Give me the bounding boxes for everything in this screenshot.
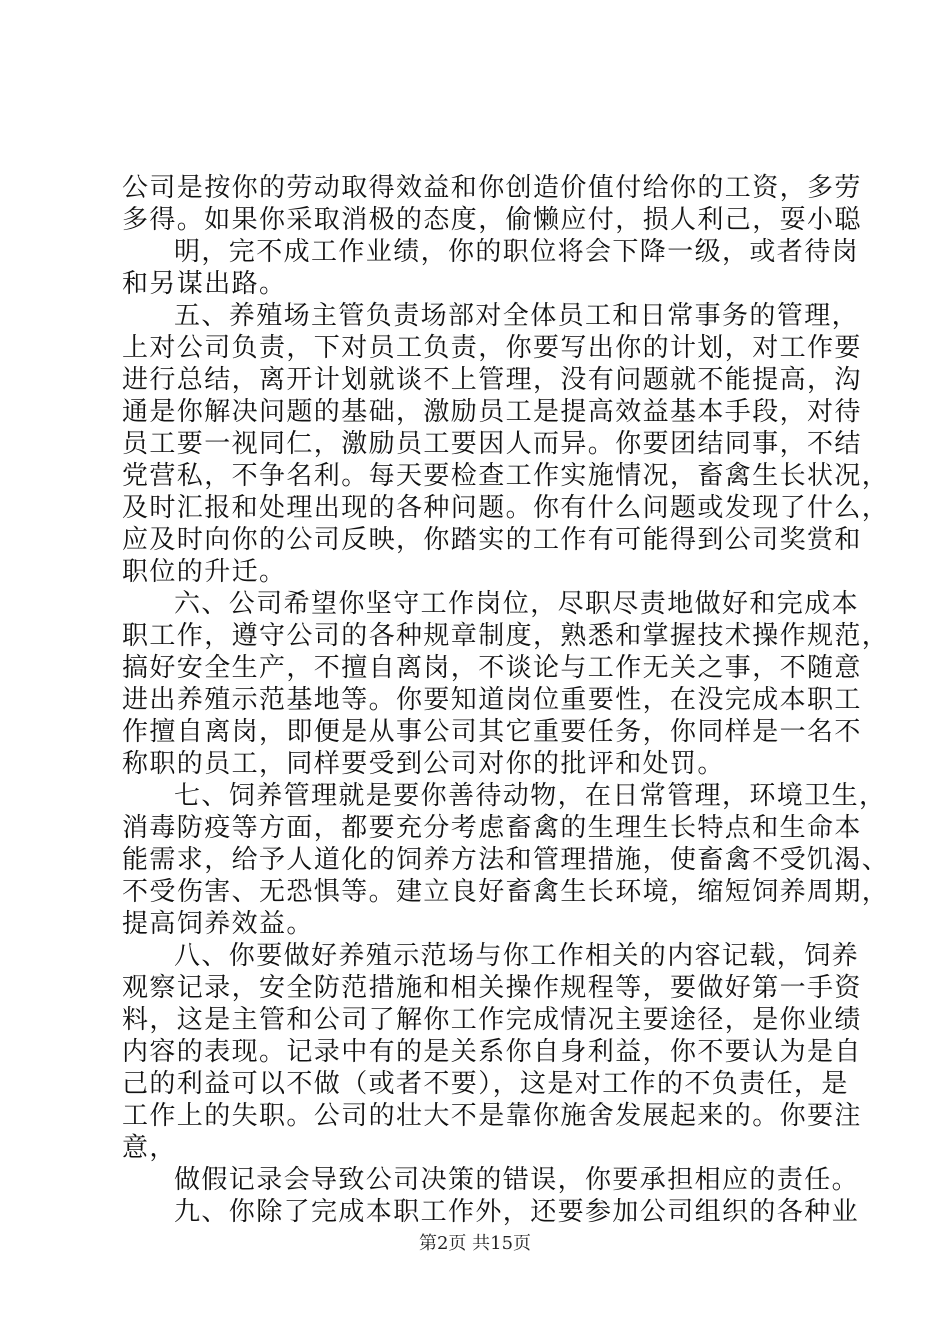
text-line: 提高饲养效益。 [122, 909, 314, 939]
text-line: 九、你除了完成本职工作外，还要参加公司组织的各种业 [174, 1197, 860, 1227]
page-footer: 第2页 共15页 [418, 1233, 532, 1254]
text-line: 观察记录，安全防范措施和相关操作规程等，要做好第一手资 [122, 973, 862, 1003]
text-line: 称职的员工，同样要受到公司对你的批评和处罚。 [122, 749, 725, 779]
document-body [122, 172, 890, 1228]
text-line: 通是你解决问题的基础，激励员工是提高效益基本手段，对待 [122, 397, 862, 427]
text-line: 消毒防疫等方面，都要充分考虑畜禽的生理生长特点和生命本 [122, 813, 862, 843]
text-line: 员工要一视同仁，激励员工要因人而异。你要团结同事，不结 [122, 429, 862, 459]
text-line: 五、养殖场主管负责场部对全体员工和日常事务的管理， [174, 301, 860, 331]
text-line: 内容的表现。记录中有的是关系你自身利益，你不要认为是自 [122, 1037, 862, 1067]
text-line: 明，完不成工作业绩，你的职位将会下降一级，或者待岗 [174, 237, 860, 267]
text-line: 己的利益可以不做（或者不要），这是对工作的不负责任，是 [122, 1069, 849, 1099]
text-line: 六、公司希望你坚守工作岗位，尽职尽责地做好和完成本 [174, 589, 860, 619]
text-line: 搞好安全生产，不擅自离岗，不谈论与工作无关之事，不随意 [122, 653, 862, 683]
text-line: 职工作，遵守公司的各种规章制度，熟悉和掌握技术操作规范， [122, 621, 890, 651]
text-line: 应及时向你的公司反映，你踏实的工作有可能得到公司奖赏和 [122, 525, 862, 555]
text-line: 上对公司负责，下对员工负责，你要写出你的计划，对工作要 [122, 333, 862, 363]
text-line: 党营私，不争名利。每天要检查工作实施情况，畜禽生长状况， [122, 461, 890, 491]
text-line: 工作上的失职。公司的壮大不是靠你施舍发展起来的。你要注 [122, 1101, 862, 1131]
text-line: 料，这是主管和公司了解你工作完成情况主要途径，是你业绩 [122, 1005, 862, 1035]
text-line: 八、你要做好养殖示范场与你工作相关的内容记载，饲养 [174, 941, 860, 971]
text-line: 进出养殖示范基地等。你要知道岗位重要性，在没完成本职工 [122, 685, 862, 715]
text-line: 职位的升迁。 [122, 557, 287, 587]
text-line: 进行总结，离开计划就谈不上管理，没有问题就不能提高，沟 [122, 365, 862, 395]
text-line: 意， [122, 1133, 177, 1163]
text-line: 多得。如果你采取消极的态度，偷懒应付，损人利己，耍小聪 [122, 205, 862, 235]
text-line: 及时汇报和处理出现的各种问题。你有什么问题或发现了什么， [122, 493, 890, 523]
text-line: 七、饲养管理就是要你善待动物，在日常管理，环境卫生， [174, 781, 887, 811]
text-line: 作擅自离岗，即便是从事公司其它重要任务，你同样是一名不 [122, 717, 862, 747]
text-line: 和另谋出路。 [122, 269, 287, 299]
text-line: 做假记录会导致公司决策的错误，你要承担相应的责任。 [174, 1165, 860, 1195]
text-line: 能需求，给予人道化的饲养方法和管理措施，使畜禽不受饥渴、 [122, 845, 890, 875]
text-line: 不受伤害、无恐惧等。建立良好畜禽生长环境，缩短饲养周期， [122, 877, 890, 907]
text-line: 公司是按你的劳动取得效益和你创造价值付给你的工资，多劳 [122, 173, 862, 203]
